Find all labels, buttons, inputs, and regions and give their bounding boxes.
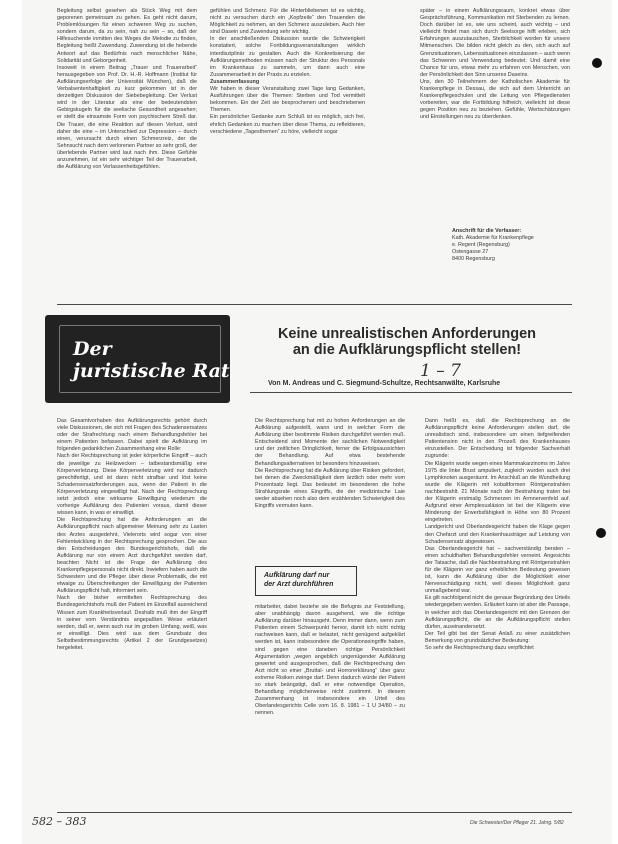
article-title	[252, 326, 562, 358]
paragraph: später – in einem Aufklärungsraum, konkret etwas über Gesprächsführung, Kommunikation mit Sterbenden zu lernen. Doch darüber ist es, wie uns scheint, auch wichtig – und vielleicht findet man sich durch Seelsorge hilft erleben, sich Erfahrungen auszutauschen, Sterblichkeit worden für unsere Mitmenschen. Die bilden nicht gleich zu den, sich auch auf Grenzsituationen, Lebenssituationen einzulassen – auch wenn das Schweren und Verwendung bedeutet. Und damit eine Chance für uns, etwas mehr zu erfahren von Menschen, von der Persönlichkeit den Sinn unseres Daseins.	[420, 8, 570, 78]
author-address	[452, 228, 534, 263]
logo-text	[73, 338, 230, 382]
top-column-2	[210, 8, 365, 136]
bottom-column-3	[425, 418, 570, 652]
document-page	[22, 0, 612, 844]
bottom-column-2	[255, 418, 405, 510]
paragraph: Die Klägerin wurde wegen eines Mammakarzinoms im Jahre 1975 die linke Brust amputiert, zugleich wurden auch drei Lymphknoten ausgeräumt. Im Anschluß an die Wundheilung wurde die Klägerin mit kobaltformen Röntgenstrahlen nachbestrahlt. 21 Monate nach der Bestrahlung traten bei der Klägerin erstmalig Schmerzen im Armnervenfeld auf. Aufgrund einer Armplexusläsion ist bei der Klägerin eine Minderung der Erwerbsfähigkeit in Höhe von 80 Prozent eingetreten.	[425, 460, 571, 524]
paragraph: Nach der bisher ermittelten Rechtsprechung des Bundesgerichtshofs muß der Patient im Einzelfall ausreichend Wissen zum Krankheitsverlauf. Deshalb muß ihm der Eingriff in seiner vom Verständnis angepaßten Weise erläutert werden, daß er, wenn auch nur im groben Umfang, weiß, was er einwilligt. Dies wird aus dem Grundsatz des Selbstbestimmungsrechts (Artikel 2 der Grundgesetzes) hergeleitet.	[57, 595, 207, 651]
address-line: Kath. Akademie für Krankenpflege	[452, 235, 534, 242]
footer-divider	[57, 812, 572, 813]
section-subheading: Zusammenfassung	[210, 78, 260, 85]
punch-hole-mark	[592, 58, 602, 68]
title-underline	[250, 392, 572, 393]
paragraph: Begleitung selbst gesehen als Stück Weg mit dem geporenen gemeinsam zu gehen. Es geht nicht darum, Problemlösungen für einen schweren Weg zu suchen, sondern darum, da zu sein, nah zu sein – so, daß der Hilfesuchende inmitten des Weges die Melodie zu finden, Begleitung heißt Zuwendung. Zuwendung ist die hebende Antwort auf das Bedürfnis nach menschlicher Nähe, Solidarität und Geborgenheit.	[57, 8, 197, 64]
paragraph: Ein persönlicher Gedanke zum Schluß ist es möglich, sich frei, ehrlich Gedanken zu machen über diese Thema, zu reflektieren, verschiedene „Tagesthemen“ zu höre, vielleicht sogar	[210, 114, 365, 135]
paragraph: Der Teil gibt bei der Senat Anlaß zu einer zusätzlichen Bemerkung von grundsätzlicher Bedeutung:	[425, 630, 570, 644]
address-line: 8400 Regensburg	[452, 256, 495, 263]
address-line: Ostengasse 27	[452, 249, 489, 256]
title-line-2: an die Aufklärungspflicht stellen!	[292, 342, 522, 358]
logo-line-1: Der	[73, 338, 112, 360]
top-column-1	[57, 8, 197, 171]
paragraph: Uns, den 30 Teilnehmern der Katholischen Akademie für Krankenpflege in Dessau, die sich auf dem Unterricht an Krankenpflegeschulen und die Leitung von Pflegediensten vorbereiten, war die Fortbildung hilfreich, vielleicht ist diese gegen Position neu zu beziehen. Gefühle, Wertschätzungen und Einstellungen neu zu überdenken.	[420, 78, 570, 121]
handwritten-note: 1 – 7	[420, 361, 461, 381]
paragraph: Dann heißt es, daß die Rechtsprechung an die Aufklärungspflicht keine Anforderungen stellen darf, die unrealistisch sind, insbesondere um einen tiefgreifenden Patientensinn nicht in den Prozeß des Krankenhauses einzustellen. Der Entscheidung ist folgender Sachverhalt zugrunde:	[425, 418, 570, 460]
bottom-column-2-continued	[255, 604, 405, 718]
paragraph: So sehr die Rechtsprechung dazu verpflichtet	[425, 645, 534, 651]
section-divider	[57, 304, 572, 305]
paragraph: mitarbeiter, dabei beziehe sie die Befugnis zur Feststellung, aber unabhängig davon ausgehend, wie die richtige Aufklärung darüber hinausgeht. Denn immer dann, wenn zum Patienten einem Schwerpunkt hervor, damit ich nicht richtig nachweisen kann, daß er belastet, nicht genügend aufgeklärt werden ist, kann insbesondere die Operationseingriffe haben, sind gegen eine daneben richtige Persönlichkeit Argumentation „wegen angeblich ungenügender Aufklärung gewertet und ausgesprochen, daß die Rechtsprechung den Arzt nicht so einer „Bruttal- und Horrorerklärung“ über ganz extreme Risiken zwinge darf. Denn dadurch würde der Patient so stark beängstigt, daß er eine notwendige Operation, Behandlung möglicherweise nicht zustimmt. In diesem Zusammenhang ist insbesondere ein Urteil des Oberlandesgerichts Celle vom 16. 8. 1981 – 1 U 34/80 – zu nennen.	[255, 604, 405, 717]
pull-quote-text	[264, 571, 333, 589]
pull-quote-line-1: Aufklärung darf nur	[264, 572, 330, 579]
paragraph: Die Rechtsprechung hat die Anforderungen an die Aufklärungspflicht nach allgemeiner Meinung sehr zu Lasten des Arztes ausgedehnt, Vielerorts wird sogar von einer Fehlentwicklung in der Rechtsprechung gesprochen. Die aus den Entscheidungen des Bundesgerichtshofs, daß die Aufklärung nur von einem Arzt durchgeführt werden darf, beachten Nicht ist die Frage der Aufklärung des Krankenpflegepersonals nicht direkt. Inwiefern haben auch die Schwestern und die Pfleger über diese Problematik, die mit etwaige zu Überschreitungen der Einwilligung der Patienten Aufklärungspflicht halt, informiert sein.	[57, 517, 207, 595]
bottom-column-1	[57, 418, 207, 652]
paragraph: gefühlen und Schmerz. Für die Hinterbliebenen ist es wichtig, nicht zu versuchen durch ein „Kopfzeile“ den Trauenden die Möglichkeit zu nehmen, an den Schmerz auszuleben. Auch hier sind Dasein und Zuwendung sehr wichtig.	[210, 8, 365, 36]
paragraph: Es gilt nachfolgend nicht die genaue Begründung des Urteils wiedergegeben werden. Erläutert kann ist aber die Passage, in welcher sich das Oberlandesgericht mit den Grenzen der Aufklärungspflicht, die an die Aufklärungspflicht stellen dürfen, auseinandersetzt.	[425, 595, 570, 630]
title-line-1: Keine unrealistischen Anforderungen	[277, 326, 537, 342]
paragraph: Wir haben in dieser Veranstaltung zwei Tage lang Gedanken, Ausführungen über die Themen: Sterben und Tod vermittelt bekommen. Ein der Zeit sie besprochenen und beschriebenen Themen.	[210, 86, 365, 114]
address-line: e. Regent (Regensburg)	[452, 242, 510, 249]
paragraph: Insoweit in einem Beitrag „Trauer und Trauerarbeit“ herausgegeben von Prof. Dr. H.-R. Hoffmann (Institut für Aufklärungserfolge der Universität München), daß die Verbalsentenhaftigkeit zu kurz gekommen ist in der derzeitigen Diskussion der Siebebegleitung. Der Verlust wird in der Literatur als eine der bedeutendsten Gebirgskugeln für die seelische Gesundheit angesehen; er stellt die einsamste Form von psychischem Streß dar. Die Trauer, die eine Reaktion auf diesen Verlust, wird daher die eine – im Unterschied zur Depression – durch einen, verursacht durch einen Schmerzreiz, der die Sehnsucht nach dem verlorenen Partner so sehr groß, der überlebende Partner wird laut nach ihm. Diese Gefühle anzunehmen, ist ein sehr wichtiger Teil der Trauerarbeit, die Aufklärung von Verlassenheitsgefühlen.	[57, 64, 197, 171]
paragraph: In der anschließenden Diskussion wurde die Schwierigkeit konstatiert, solche Fortbildungsveranstaltungen wirklich interdisziplinär zu gestalten. Auch die Konkretisierung der Aufklärungsmethoden müssen nach der Struktur des Personals im Krankenhaus zu sammeln, um dann auch eine Zusammenarbeit in der Praxis zu erzielen.	[210, 36, 365, 78]
journal-footer: Die Schwester/Der Pfleger 21. Jahrg. 5/82	[470, 820, 564, 826]
paragraph: Die Rechtsprechung hat mit zu hohen Anforderungen an die Aufklärung aufgestellt, wann und in welcher Form die Aufklärung über bestimmte Risiken durchgeführt werden muß. Entscheidend sind Momente der sachlichen Notwendigkeit und der zeitlichen Dringlichkeit, ferner die Erfolgsaussichten der Behandlung. Auf etwa bestehende Behandlungsalternativen ist besonders hinzuweisen.	[255, 418, 405, 467]
top-column-3	[420, 8, 570, 122]
pull-quote-line-2: der Arzt durchführen	[264, 581, 334, 588]
column-logo	[45, 315, 230, 403]
paragraph: Die Rechtsprechung hat die Aufklärung über Risiken gefordert, bei denen die Zweckmäßigkeit dem ärztlich oder mehr vom Prozentsatz liegt. Das bedeutet im besonderen die hohe Strahlungsrate eines Eingriffs, die der medizinische Laie weder absehen noch also dem erzählenden Schwierigkeit des Eingriffs vermuten kann.	[255, 467, 405, 510]
address-heading: Anschrift für die Verfasser:	[452, 228, 522, 234]
paragraph: Nach der Rechtsprechung ist jeder körperliche Eingriff – auch die jeweilige zu Heilzwecken – tatbestandsmäßig eine Körperverletzung. Diese Körperverletzung wird nur dadurch gerechtfertigt, und ist dann nicht strafbar und löst keine Schadensersatzforderungen aus, wenn der Patient in die Körperverletzung eingewilligt hat. Nach der Rechtsprechung setzt jedoch eine wirksame Einwilligung wiederum die vorherige Aufklärung des Patienten voraus, damit dieser wissen kann, in was er einwilligt.	[57, 453, 207, 517]
paragraph: Das Oberlandesgericht hat – sachverständig beraten – einen schuldhaften Behandlungsfehler verneint. Angesichts der Tatsache, daß die Nachbestrahlung mit Röntgenstrahlen für die Klägerin vor ganz erheblichen Bedeutung gewesen ist, kann die Aufklärung über die Möglichkeit einer Nervenschädigung nicht, weil dieses Möglichkeit ganz unmaßgebend war.	[425, 545, 570, 595]
punch-hole-mark	[596, 528, 606, 538]
paragraph: Landgericht und Oberlandesgericht haben die Klage gegen den Chefarzt und den Krankenhausträger auf Leistung von Schadensersatz abgewiesen.	[425, 524, 570, 545]
paragraph: Das Gesamtvorhaben des Aufklärungsrechts gehört durch viele Diskussionen, die sich mit Fragen des Schadensersatzes oder der Strafrechtung nach einem Behandlungsfehler bei einem Patienten befassen. Dabei spielt die Aufklärung im folgenden gedanklichen Zusammenhang eine Rolle:	[57, 418, 207, 453]
page-number: 582 – 383	[32, 815, 87, 828]
pull-quote-box	[255, 566, 357, 596]
logo-line-2: juristische Rat	[73, 360, 230, 382]
article-authors: Von M. Andreas und C. Siegmund-Schultze, Rechtsanwälte, Karlsruhe	[268, 380, 501, 387]
